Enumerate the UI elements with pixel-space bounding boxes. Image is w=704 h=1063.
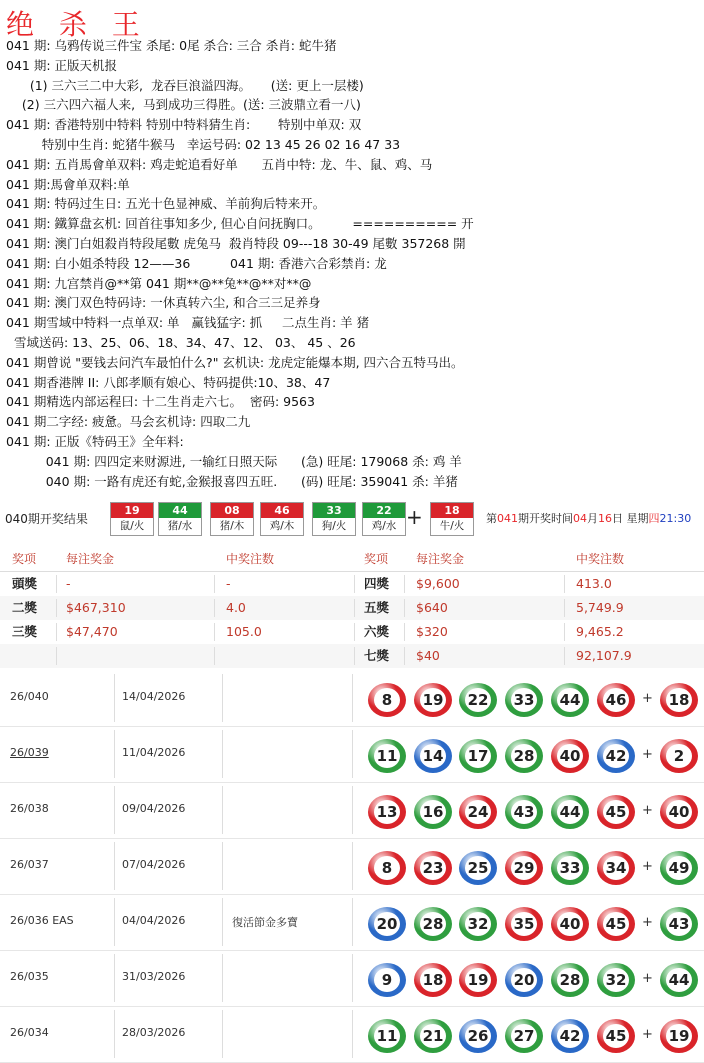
divider — [354, 599, 355, 617]
divider — [564, 599, 565, 617]
lottery-ball-number: 28 — [420, 912, 446, 936]
plus-sign: + — [642, 747, 653, 762]
divider — [214, 575, 215, 593]
lottery-ball — [414, 739, 452, 773]
divider — [222, 674, 223, 722]
text-line: 040 期: 一路有虎还有蛇,金猴报喜四五旺. (码) 旺尾: 359041 杀: 羊猪 — [6, 473, 458, 489]
lottery-ball — [505, 739, 543, 773]
lottery-ball-number: 44 — [666, 968, 692, 992]
text-line: 041 期: 四四定来财源进, 一输红日照天际 (急) 旺尾: 179068 杀: 鸡 羊 — [6, 453, 462, 469]
prize-cell: $9,600 — [416, 576, 460, 591]
lottery-ball-number: 19 — [666, 1024, 692, 1048]
divider — [564, 647, 565, 665]
lottery-ball-number: 19 — [420, 688, 446, 712]
history-row — [0, 782, 704, 839]
page-title: 绝 杀 王 — [6, 8, 148, 41]
prize-cell: 92,107.9 — [576, 648, 632, 663]
prize-cell: 頭獎 — [12, 576, 38, 591]
plus-sign: + — [642, 1027, 653, 1042]
result-ball-zodiac: 鸡/木 — [269, 520, 295, 532]
lottery-ball — [459, 1019, 497, 1053]
text-line: 特别中生肖: 蛇猪牛猴马 幸运号码: 02 13 45 26 02 16 47 33 — [6, 137, 401, 152]
lottery-ball — [459, 851, 497, 885]
lottery-ball — [597, 963, 635, 997]
divider — [114, 674, 115, 722]
divider — [352, 842, 353, 890]
prize-row — [0, 596, 704, 620]
text-line: 041 期二字经: 疲惫。马会玄机诗: 四取二九 — [6, 414, 251, 430]
prize-cell: 三獎 — [12, 624, 38, 639]
divider — [114, 786, 115, 834]
prize-cell: $640 — [416, 600, 448, 615]
history-issue[interactable]: 26/036 EAS — [10, 914, 74, 927]
prize-cell: - — [226, 576, 231, 591]
plus-sign: + — [406, 505, 423, 529]
lottery-ball — [597, 739, 635, 773]
text-line: 雪域送码: 13、25、06、18、34、47、12、 03、 45 、26 — [6, 335, 356, 350]
result-ball-number: 19 — [111, 503, 153, 518]
lottery-ball-number: 44 — [557, 688, 583, 712]
result-ball-zodiac: 猪/木 — [219, 520, 245, 532]
text-line: 041 期曾说 "要钱去问汽车最怕什么?" 玄机诀: 龙虎定能爆本期, 四六合五特马出。 — [6, 354, 464, 370]
lottery-ball — [660, 907, 698, 941]
lottery-ball — [368, 683, 406, 717]
lottery-ball — [505, 963, 543, 997]
lottery-ball-number: 18 — [420, 968, 446, 992]
lottery-ball — [597, 683, 635, 717]
divider — [404, 599, 405, 617]
text-line: 041 期: 特码过生日: 五光十色显神威、羊前狗后特来开。 — [6, 196, 326, 212]
draw-result-label: 040期开奖结果 — [5, 512, 88, 526]
divider — [354, 575, 355, 593]
lottery-ball-number: 49 — [666, 856, 692, 880]
result-ball-number: 44 — [159, 503, 201, 518]
lottery-ball — [505, 1019, 543, 1053]
lottery-ball-number: 40 — [557, 912, 583, 936]
lottery-ball — [368, 1019, 406, 1053]
prize-cell: 五獎 — [364, 600, 390, 615]
lottery-ball — [551, 963, 589, 997]
prize-header: 中奖注数 — [576, 552, 625, 566]
lottery-ball — [551, 739, 589, 773]
history-note: 復活節金多寶 — [232, 916, 298, 929]
prize-cell: $40 — [416, 648, 440, 663]
lottery-ball — [551, 683, 589, 717]
divider — [352, 954, 353, 1002]
divider — [352, 1010, 353, 1058]
lottery-ball — [414, 963, 452, 997]
lottery-ball — [597, 851, 635, 885]
lottery-ball-number: 43 — [666, 912, 692, 936]
lottery-ball — [597, 1019, 635, 1053]
history-date: 14/04/2026 — [122, 690, 186, 703]
result-ball — [110, 502, 154, 536]
divider — [352, 786, 353, 834]
result-ball — [312, 502, 356, 536]
lottery-ball — [368, 851, 406, 885]
lottery-ball-number: 42 — [557, 1024, 583, 1048]
lottery-ball — [368, 907, 406, 941]
plus-sign: + — [642, 859, 653, 874]
divider — [114, 730, 115, 778]
lottery-ball-number: 27 — [511, 1024, 537, 1048]
prize-cell: - — [66, 576, 71, 591]
lottery-ball — [368, 795, 406, 829]
history-date: 04/04/2026 — [122, 914, 186, 927]
divider — [404, 623, 405, 641]
lottery-ball-number: 40 — [557, 744, 583, 768]
divider — [56, 647, 57, 665]
lottery-ball-number: 33 — [557, 856, 583, 880]
lottery-ball — [551, 1019, 589, 1053]
lottery-ball-number: 33 — [511, 688, 537, 712]
lottery-ball — [414, 795, 452, 829]
lottery-ball-number: 45 — [603, 1024, 629, 1048]
lottery-ball-number: 19 — [465, 968, 491, 992]
lottery-ball-number: 25 — [465, 856, 491, 880]
lottery-ball — [551, 907, 589, 941]
result-ball-zodiac: 狗/火 — [321, 520, 347, 532]
result-ball-number: 08 — [211, 503, 253, 518]
divider — [222, 898, 223, 946]
history-row — [0, 726, 704, 783]
history-issue[interactable]: 26/035 — [10, 970, 49, 983]
lottery-ball-number: 40 — [666, 800, 692, 824]
next-draw-info: 第041期开奖时间04月16日 星期四21:30 — [486, 512, 692, 525]
text-line: 041 期雪域中特料一点单双: 单 赢钱猛字: 抓 二点生肖: 羊 猪 — [6, 315, 370, 331]
result-ball-number: 46 — [261, 503, 303, 518]
lottery-ball-number: 11 — [374, 744, 400, 768]
lottery-ball — [505, 795, 543, 829]
result-ball — [362, 502, 406, 536]
divider — [114, 842, 115, 890]
result-ball-zodiac: 猪/水 — [167, 520, 193, 532]
divider — [564, 575, 565, 593]
lottery-ball — [459, 739, 497, 773]
prize-row — [0, 572, 704, 596]
lottery-ball-number: 16 — [420, 800, 446, 824]
lottery-ball-number: 45 — [603, 912, 629, 936]
lottery-ball — [505, 907, 543, 941]
lottery-ball-number: 18 — [666, 688, 692, 712]
result-ball — [260, 502, 304, 536]
text-line: 041 期: 香港特别中特料 特别中特料猜生肖: 特别中单双: 双 — [6, 117, 362, 133]
history-issue[interactable]: 26/038 — [10, 802, 49, 815]
lottery-ball — [660, 851, 698, 885]
prize-header: 中奖注数 — [226, 552, 275, 566]
divider — [352, 730, 353, 778]
divider — [352, 898, 353, 946]
divider — [564, 623, 565, 641]
lottery-ball-number: 9 — [374, 968, 400, 992]
prize-cell: 二獎 — [12, 600, 38, 615]
draw-result-row — [0, 500, 704, 538]
lottery-ball-number: 21 — [420, 1024, 446, 1048]
prize-cell: 六獎 — [364, 624, 390, 639]
text-line: 041 期: 九宫禁肖@**第 041 期**@**兔**@**对**@ — [6, 275, 312, 291]
text-line: 041 期: 正版《特码王》全年料: — [6, 434, 184, 449]
text-line: 041 期: 澳门双色特码诗: 一休真转六尘, 和合三三足养身 — [6, 295, 321, 311]
lottery-ball — [660, 739, 698, 773]
lottery-ball-number: 22 — [465, 688, 491, 712]
divider — [404, 647, 405, 665]
plus-sign: + — [642, 691, 653, 706]
divider — [56, 623, 57, 641]
lottery-ball-number: 34 — [603, 856, 629, 880]
text-line: 041 期: 澳门白姐殺肖特段尾數 虎兔马 殺肖特段 09---18 30-49 尾數 357268 開 — [6, 236, 466, 251]
prize-cell: $320 — [416, 624, 448, 639]
prize-row — [0, 644, 704, 668]
lottery-ball-number: 45 — [603, 800, 629, 824]
lottery-ball — [505, 851, 543, 885]
history-issue[interactable]: 26/037 — [10, 858, 49, 871]
result-ball-number: 22 — [363, 503, 405, 518]
prize-cell: 5,749.9 — [576, 600, 624, 615]
result-ball-zodiac: 鼠/火 — [119, 520, 145, 532]
text-line: 041 期: 乌鸦传说三件宝 杀尾: 0尾 杀合: 三合 杀肖: 蛇牛猪 — [6, 38, 337, 53]
lottery-ball-number: 44 — [557, 800, 583, 824]
text-line: 041 期:馬會单双料:单 — [6, 176, 130, 192]
history-row — [0, 1006, 704, 1063]
lottery-ball — [459, 795, 497, 829]
prize-cell: 七獎 — [364, 648, 390, 663]
lottery-ball — [660, 963, 698, 997]
text-line: (2) 三六四六福人来, 马到成功三得胜。(送: 三波鼎立看一八) — [6, 97, 361, 113]
plus-sign: + — [642, 915, 653, 930]
history-date: 07/04/2026 — [122, 858, 186, 871]
lottery-ball — [414, 1019, 452, 1053]
lottery-ball-number: 20 — [511, 968, 537, 992]
prize-row — [0, 620, 704, 644]
history-issue[interactable]: 26/039 — [10, 746, 49, 759]
divider — [114, 954, 115, 1002]
lottery-ball-number: 28 — [511, 744, 537, 768]
divider — [352, 674, 353, 722]
lottery-ball — [414, 851, 452, 885]
divider — [222, 730, 223, 778]
lottery-ball — [660, 795, 698, 829]
text-line: 041 期: 五肖馬會单双料: 鸡走蛇追看好单 五肖中特: 龙、牛、鼠、鸡、马 — [6, 156, 433, 172]
divider — [114, 1010, 115, 1058]
history-row — [0, 894, 704, 951]
result-ball — [158, 502, 202, 536]
divider — [222, 1010, 223, 1058]
lottery-ball — [551, 851, 589, 885]
lottery-ball-number: 32 — [465, 912, 491, 936]
lottery-ball — [459, 907, 497, 941]
divider — [222, 786, 223, 834]
divider — [214, 599, 215, 617]
history-date: 09/04/2026 — [122, 802, 186, 815]
lottery-ball — [368, 963, 406, 997]
divider — [214, 647, 215, 665]
lottery-ball — [414, 683, 452, 717]
divider — [404, 575, 405, 593]
prize-cell: 4.0 — [226, 600, 246, 615]
lottery-ball-number: 14 — [420, 744, 446, 768]
lottery-ball — [660, 683, 698, 717]
prize-cell: 105.0 — [226, 624, 262, 639]
text-line: 041 期: 鐵算盘玄机: 回首往事知多少, 但心自问抚胸口。 ========== 开 — [6, 216, 474, 232]
history-date: 11/04/2026 — [122, 746, 186, 759]
lottery-ball-number: 8 — [374, 856, 400, 880]
result-ball — [430, 502, 474, 536]
lottery-ball — [597, 795, 635, 829]
prize-cell: 9,465.2 — [576, 624, 624, 639]
lottery-ball-number: 11 — [374, 1024, 400, 1048]
history-row — [0, 670, 704, 727]
lottery-ball-number: 24 — [465, 800, 491, 824]
prize-cell: 四獎 — [364, 576, 390, 591]
history-issue[interactable]: 26/040 — [10, 690, 49, 703]
divider — [222, 842, 223, 890]
prize-cell: $47,470 — [66, 624, 118, 639]
divider — [354, 623, 355, 641]
divider — [56, 575, 57, 593]
text-line: 041 期: 白小姐杀特段 12——36 041 期: 香港六合彩禁肖: 龙 — [6, 255, 387, 271]
text-line: 041 期精选内部运程曰: 十二生肖走六七。 密码: 9563 — [6, 394, 315, 410]
lottery-ball-number: 46 — [603, 688, 629, 712]
plus-sign: + — [642, 803, 653, 818]
lottery-ball — [505, 683, 543, 717]
plus-sign: + — [642, 971, 653, 986]
result-ball-zodiac: 鸡/水 — [371, 520, 397, 532]
lottery-ball-number: 26 — [465, 1024, 491, 1048]
lottery-ball — [597, 907, 635, 941]
lottery-ball-number: 43 — [511, 800, 537, 824]
result-ball-zodiac: 牛/火 — [439, 520, 465, 532]
lottery-ball-number: 2 — [666, 744, 692, 768]
lottery-ball-number: 28 — [557, 968, 583, 992]
lottery-ball — [459, 963, 497, 997]
lottery-ball-number: 20 — [374, 912, 400, 936]
lottery-ball-number: 13 — [374, 800, 400, 824]
lottery-ball-number: 8 — [374, 688, 400, 712]
prize-header: 每注奖金 — [66, 552, 115, 566]
result-ball-number: 18 — [431, 503, 473, 518]
divider — [114, 898, 115, 946]
prize-cell: 413.0 — [576, 576, 612, 591]
result-ball — [210, 502, 254, 536]
history-row — [0, 950, 704, 1007]
lottery-ball — [368, 739, 406, 773]
lottery-ball-number: 32 — [603, 968, 629, 992]
divider — [56, 599, 57, 617]
prize-header: 每注奖金 — [416, 552, 465, 566]
history-date: 28/03/2026 — [122, 1026, 186, 1039]
prize-header: 奖项 — [364, 552, 389, 566]
lottery-ball — [660, 1019, 698, 1053]
divider — [214, 623, 215, 641]
prize-header: 奖项 — [12, 552, 37, 566]
prize-cell: $467,310 — [66, 600, 126, 615]
lottery-ball-number: 29 — [511, 856, 537, 880]
divider — [354, 647, 355, 665]
text-line: (1) 三六三二中大彩, 龙吞巨浪溢四海。 (送: 更上一层楼) — [6, 77, 364, 93]
divider — [222, 954, 223, 1002]
history-issue[interactable]: 26/034 — [10, 1026, 49, 1039]
text-line: 041 期: 正版天机报 — [6, 57, 118, 73]
result-ball-number: 33 — [313, 503, 355, 518]
lottery-ball — [414, 907, 452, 941]
history-row — [0, 838, 704, 895]
lottery-ball-number: 17 — [465, 744, 491, 768]
lottery-ball-number: 35 — [511, 912, 537, 936]
text-line: 041 期香港牌 II: 八郎孝顺有娘心、特码提供:10、38、47 — [6, 374, 331, 390]
lottery-ball-number: 42 — [603, 744, 629, 768]
lottery-ball-number: 23 — [420, 856, 446, 880]
history-date: 31/03/2026 — [122, 970, 186, 983]
lottery-ball — [459, 683, 497, 717]
lottery-ball — [551, 795, 589, 829]
